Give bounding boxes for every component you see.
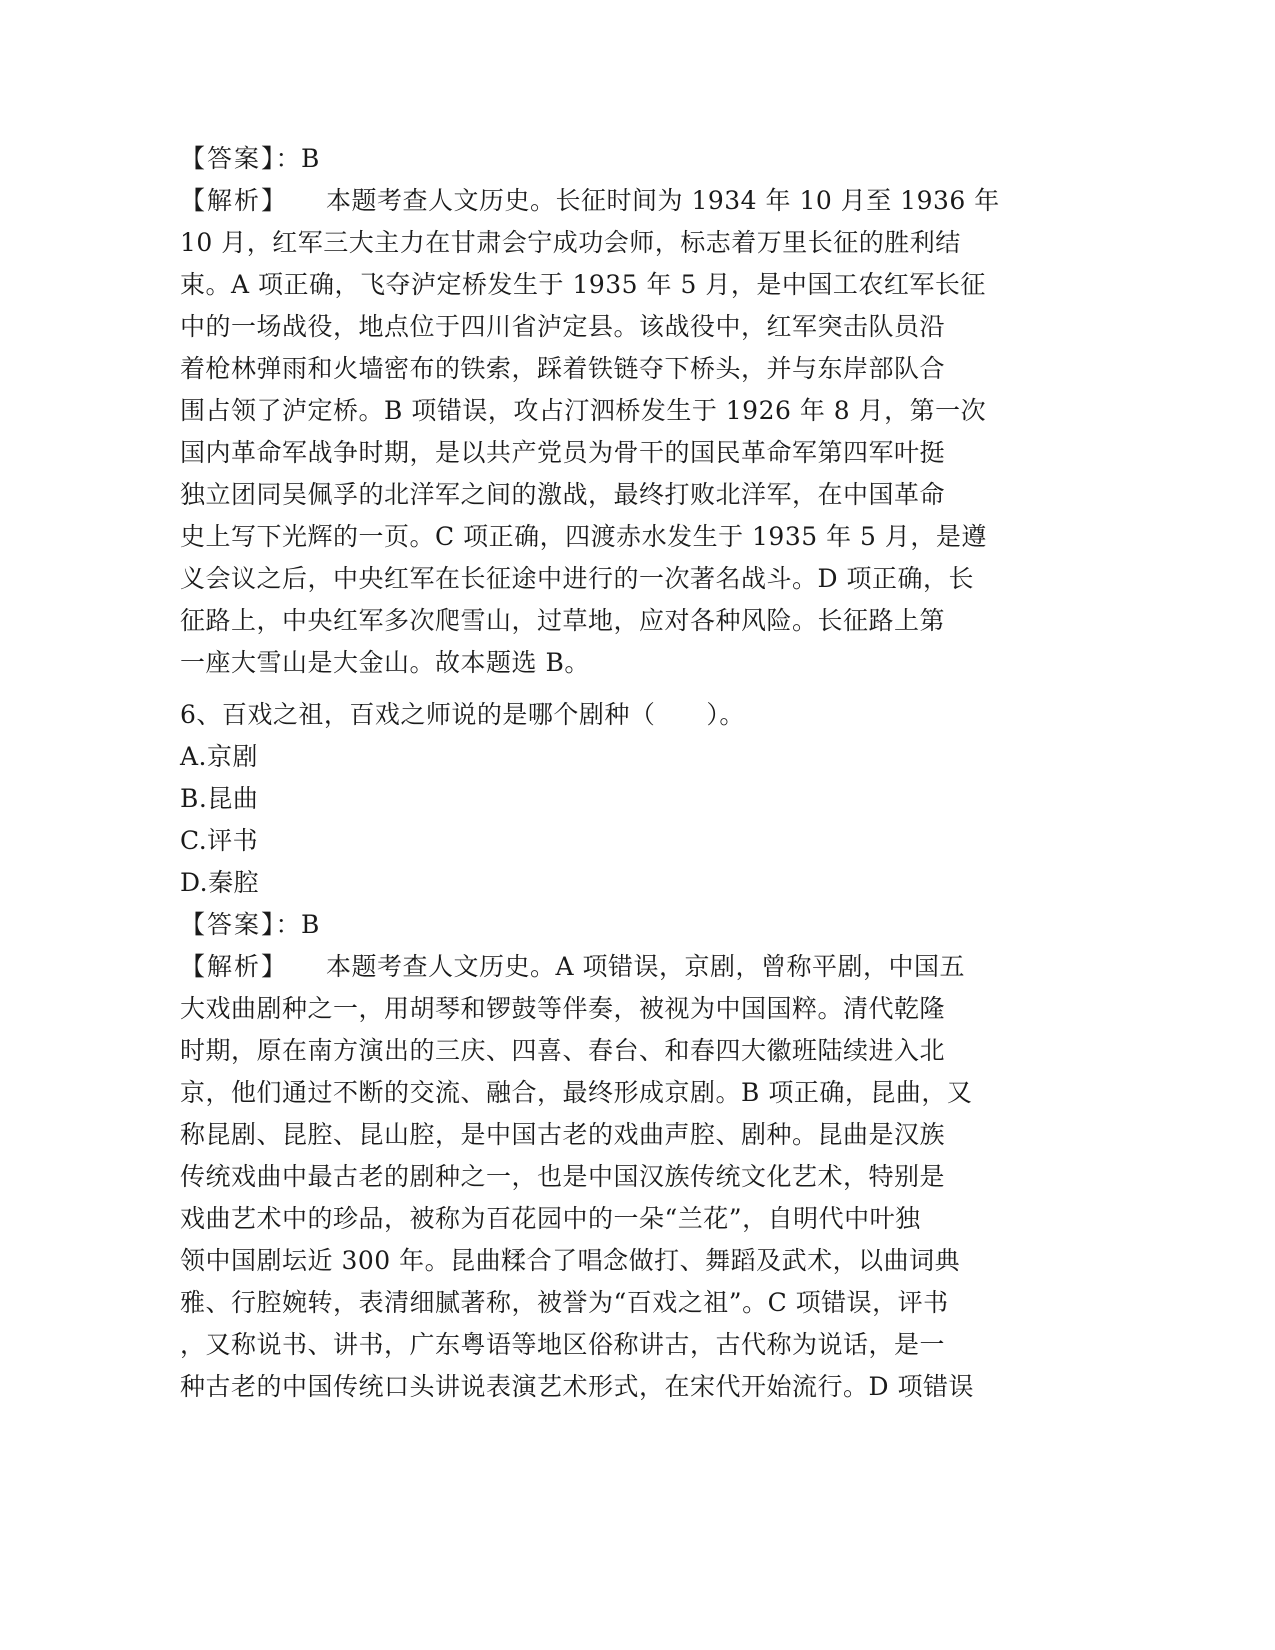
answer-line: [180, 904, 1080, 946]
option-d: D.秦腔: [180, 868, 260, 897]
analysis-text: 义会议之后，中央红军在长征途中进行的一次著名战斗。D 项正确，长: [180, 564, 974, 593]
analysis-text: 传统戏曲中最古老的剧种之一，也是中国汉族传统文化艺术，特别是: [180, 1162, 946, 1191]
analysis-text: ，又称说书、讲书，广东粤语等地区俗称讲古，古代称为说话，是一: [180, 1330, 946, 1359]
analysis-text: 雅、行腔婉转，表清细腻著称，被誉为“百戏之祖”。C 项错误，评书: [180, 1288, 949, 1317]
analysis-text: 京，他们通过不断的交流、融合，最终形成京剧。B 项正确，昆曲，又: [180, 1078, 973, 1107]
answer-value: ：B: [275, 910, 320, 939]
analysis-text: 大戏曲剧种之一，用胡琴和锣鼓等伴奏，被视为中国国粹。清代乾隆: [180, 994, 946, 1023]
analysis-text: 国内革命军战争时期，是以共产党员为骨干的国民革命军第四军叶挺: [180, 438, 946, 467]
analysis-text: 束。A 项正确，飞夺泸定桥发生于 1935 年 5 月，是中国工农红军长征: [180, 270, 986, 299]
analysis-line: [180, 946, 1080, 988]
analysis-text: 一座大雪山是大金山。故本题选 B。: [180, 648, 590, 677]
answer-line: [180, 138, 1080, 180]
analysis-text: 围占领了泸定桥。B 项错误，攻占汀泗桥发生于 1926 年 8 月，第一次: [180, 396, 987, 425]
analysis-text: 时期，原在南方演出的三庆、四喜、春台、和春四大徽班陆续进入北: [180, 1036, 946, 1065]
analysis-text: 本题考查人文历史。长征时间为 1934 年 10 月至 1936 年: [326, 186, 1000, 215]
answer-value: ：B: [275, 144, 320, 173]
analysis-label: 【解析】: [180, 186, 289, 215]
document-page: [180, 138, 1080, 1408]
analysis-text: 征路上，中央红军多次爬雪山，过草地，应对各种风险。长征路上第: [180, 606, 946, 635]
analysis-text: 史上写下光辉的一页。C 项正确，四渡赤水发生于 1935 年 5 月，是遵: [180, 522, 987, 551]
analysis-text: 10 月，红军三大主力在甘肃会宁成功会师，标志着万里长征的胜利结: [180, 228, 961, 257]
analysis-text: 本题考查人文历史。A 项错误，京剧，曾称平剧，中国五: [326, 952, 966, 981]
analysis-text: 独立团同吴佩孚的北洋军之间的激战，最终打败北洋军，在中国革命: [180, 480, 946, 509]
analysis-text: 称昆剧、昆腔、昆山腔，是中国古老的戏曲声腔、剧种。昆曲是汉族: [180, 1120, 946, 1149]
analysis-text: 着枪林弹雨和火墙密布的铁索，踩着铁链夺下桥头，并与东岸部队合: [180, 354, 946, 383]
question-stem: 6、百戏之祖，百戏之师说的是哪个剧种（ ）。: [180, 700, 745, 729]
option-b: B.昆曲: [180, 784, 259, 813]
option-c: C.评书: [180, 826, 259, 855]
answer-label: 【答案】: [180, 910, 276, 939]
analysis-label: 【解析】: [180, 952, 289, 981]
analysis-text: 戏曲艺术中的珍品，被称为百花园中的一朵“兰花”，自明代中叶独: [180, 1204, 921, 1233]
answer-label: 【答案】: [180, 144, 276, 173]
analysis-text: 种古老的中国传统口头讲说表演艺术形式，在宋代开始流行。D 项错误: [180, 1372, 974, 1401]
analysis-text: 领中国剧坛近 300 年。昆曲糅合了唱念做打、舞蹈及武术，以曲词典: [180, 1246, 961, 1275]
option-a: A.京剧: [180, 742, 259, 771]
analysis-line: [180, 180, 1080, 222]
analysis-text: 中的一场战役，地点位于四川省泸定县。该战役中，红军突击队员沿: [180, 312, 946, 341]
